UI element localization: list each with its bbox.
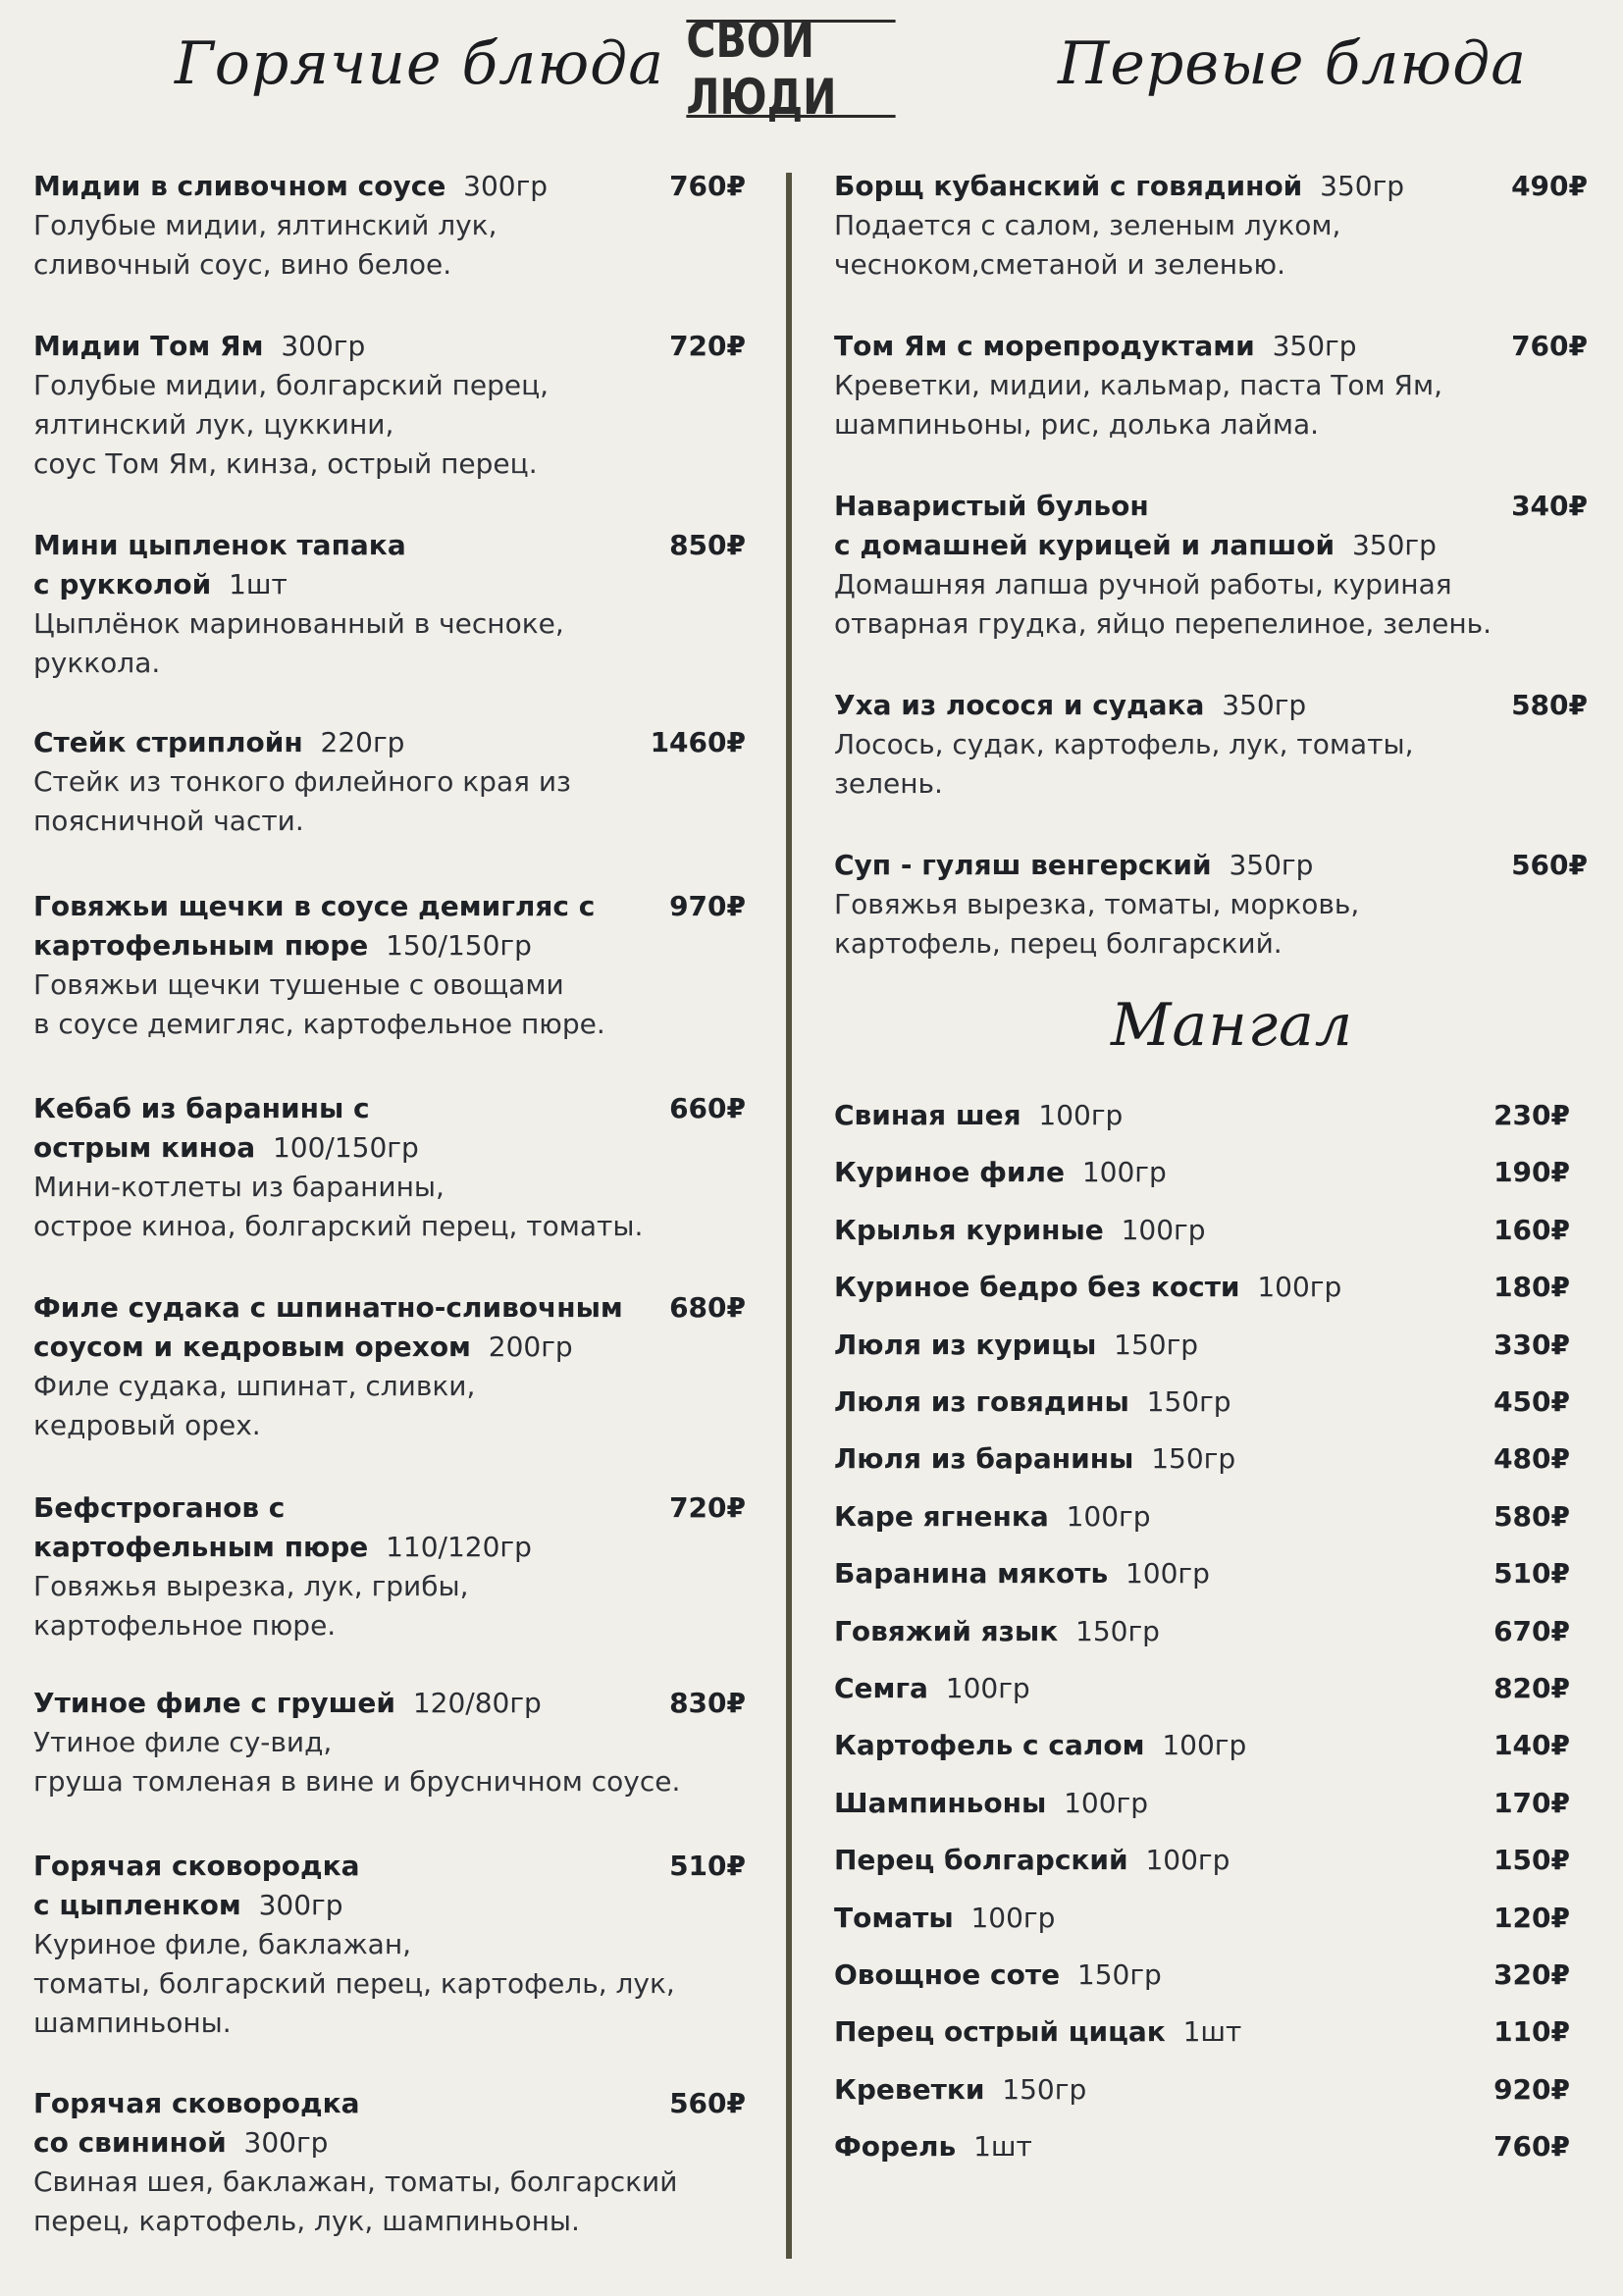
dish-weight: 300гр xyxy=(258,1889,343,1921)
grill-item-title xyxy=(834,1899,1055,1938)
dish-name: соусом и кедровым орехом xyxy=(33,1331,471,1363)
grill-item-title xyxy=(834,1612,1160,1651)
dish-weight: 350гр xyxy=(1272,330,1357,362)
dish-name: Мидии в сливочном соусе xyxy=(33,170,446,202)
dish-title xyxy=(33,167,746,206)
grill-item xyxy=(834,1956,1580,1995)
grill-item-weight: 100гр xyxy=(1064,1786,1149,1819)
dish-price: 680₽ xyxy=(669,1291,746,1324)
grill-item-price: 110₽ xyxy=(1493,2015,1570,2049)
dish-title xyxy=(834,167,1588,206)
grill-item xyxy=(834,1899,1580,1938)
dish-title xyxy=(33,723,746,762)
grill-item-title xyxy=(834,1383,1231,1422)
dish-price: 720₽ xyxy=(669,330,746,362)
grill-item xyxy=(834,1726,1580,1765)
dish-title xyxy=(33,1847,746,1925)
dish-name: с домашней курицей и лапшой xyxy=(834,529,1335,561)
grill-item xyxy=(834,1669,1580,1708)
dish-description: Куриное филе, баклажан, томаты, болгарский перец, картофель, лук, шампиньоны. xyxy=(33,1928,675,2039)
dish-name: с цыпленком xyxy=(33,1889,241,1921)
grill-item-price: 580₽ xyxy=(1493,1499,1570,1533)
dish-price: 560₽ xyxy=(669,2087,746,2119)
dish-description: Говяжьи щечки тушеные с овощами в соусе демигляс, картофельное пюре. xyxy=(33,968,605,1040)
dish-weight: 350гр xyxy=(1320,170,1405,202)
grill-item-name: Баранина мякоть xyxy=(834,1557,1109,1591)
grill-item-price: 670₽ xyxy=(1493,1614,1570,1647)
grill-item xyxy=(834,1383,1580,1422)
dish-price: 850₽ xyxy=(669,529,746,561)
grill-item-weight: 100гр xyxy=(1066,1499,1151,1533)
grill-item xyxy=(834,1554,1580,1593)
dish-name: Мидии Том Ям xyxy=(33,330,264,362)
dish-description: Утиное филе су-вид, груша томленая в вине и брусничном соусе. xyxy=(33,1726,681,1798)
grill-item-price: 180₽ xyxy=(1493,1271,1570,1304)
dish-price: 760₽ xyxy=(1511,330,1588,362)
restaurant-logo: СВОИ ЛЮДИ xyxy=(686,20,895,118)
grill-item-name: Перец болгарский xyxy=(834,1844,1128,1877)
grill-item xyxy=(834,1497,1580,1537)
dish-name: Говяжьи щечки в соусе демигляс с xyxy=(33,890,596,922)
dish-price: 720₽ xyxy=(669,1491,746,1524)
dish-description: Мини-котлеты из баранины, острое киноа, болгарский перец, томаты. xyxy=(33,1171,644,1242)
grill-item-price: 190₽ xyxy=(1493,1156,1570,1189)
grill-item-name: Томаты xyxy=(834,1901,954,1934)
grill-item-name: Картофель с салом xyxy=(834,1729,1145,1762)
dish-weight: 350гр xyxy=(1351,529,1437,561)
grill-item-weight: 100гр xyxy=(1257,1271,1342,1304)
grill-item-name: Куриное бедро без кости xyxy=(834,1271,1240,1304)
menu-item xyxy=(834,686,1588,804)
grill-item-title xyxy=(834,1669,1030,1708)
grill-item-weight: 100гр xyxy=(1125,1557,1210,1591)
grill-item-title xyxy=(834,1554,1210,1593)
grill-item xyxy=(834,2012,1580,2052)
menu-item xyxy=(834,846,1588,964)
dish-name: Наваристый бульон xyxy=(834,490,1149,522)
grill-item-price: 820₽ xyxy=(1493,1672,1570,1704)
grill-item-weight: 150гр xyxy=(1146,1385,1231,1418)
dish-title xyxy=(33,1684,746,1723)
dish-title xyxy=(33,1488,746,1567)
grill-item-title xyxy=(834,1211,1206,1250)
dish-weight: 220гр xyxy=(320,726,405,758)
dish-description: Свиная шея, баклажан, томаты, болгарский перец, картофель, лук, шампиньоны. xyxy=(33,2166,678,2237)
grill-item-title xyxy=(834,1153,1167,1192)
grill-item-name: Свиная шея xyxy=(834,1099,1021,1131)
dish-title xyxy=(834,686,1588,725)
dish-name: Утиное филе с грушей xyxy=(33,1687,396,1719)
column-divider xyxy=(786,173,792,2259)
dish-name: Борщ кубанский с говядиной xyxy=(834,170,1303,202)
grill-item-price: 330₽ xyxy=(1493,1328,1570,1361)
menu-item xyxy=(33,1089,746,1246)
grill-item xyxy=(834,1211,1580,1250)
grill-item-name: Каре ягненка xyxy=(834,1499,1049,1533)
menu-item xyxy=(33,1847,746,2043)
grill-item-name: Люля из баранины xyxy=(834,1442,1134,1476)
dish-weight: 200гр xyxy=(488,1331,573,1363)
grill-title: Мангал xyxy=(1111,991,1354,1060)
dish-price: 340₽ xyxy=(1511,490,1588,522)
dish-name: с рукколой xyxy=(33,568,212,600)
menu-item xyxy=(33,1684,746,1801)
menu-item xyxy=(33,327,746,484)
grill-item-name: Люля из говядины xyxy=(834,1385,1129,1418)
grill-item-name: Куриное филе xyxy=(834,1156,1066,1189)
dish-name: острым киноа xyxy=(33,1131,256,1164)
dish-title xyxy=(834,846,1588,885)
grill-item-price: 150₽ xyxy=(1493,1844,1570,1877)
dish-price: 490₽ xyxy=(1511,170,1588,202)
grill-item xyxy=(834,1841,1580,1880)
grill-item-weight: 150гр xyxy=(1002,2072,1087,2106)
grill-item-name: Семга xyxy=(834,1672,928,1704)
dish-weight: 100/150гр xyxy=(272,1131,419,1164)
dish-title xyxy=(33,1089,746,1168)
grill-item-weight: 150гр xyxy=(1151,1442,1236,1476)
dish-title xyxy=(33,887,746,965)
grill-item-title xyxy=(834,1841,1230,1880)
grill-item xyxy=(834,2070,1580,2110)
grill-item-title xyxy=(834,2127,1032,2166)
dish-weight: 1шт xyxy=(229,568,288,600)
grill-item-name: Перец острый цицак xyxy=(834,2015,1166,2049)
grill-item-price: 120₽ xyxy=(1493,1901,1570,1934)
grill-item-name: Говяжий язык xyxy=(834,1614,1059,1647)
dish-name: Мини цыпленок тапака xyxy=(33,529,406,561)
grill-item xyxy=(834,1153,1580,1192)
grill-item-title xyxy=(834,1096,1123,1135)
grill-item-title xyxy=(834,2070,1086,2110)
dish-description: Стейк из тонкого филейного края из поясничной части. xyxy=(33,765,571,837)
grill-item-weight: 1шт xyxy=(973,2130,1032,2164)
grill-item-price: 450₽ xyxy=(1493,1385,1570,1418)
dish-weight: 300гр xyxy=(463,170,549,202)
dish-title xyxy=(33,1288,746,1367)
grill-item-title xyxy=(834,1784,1148,1823)
dish-price: 1460₽ xyxy=(650,726,746,758)
dish-weight: 350гр xyxy=(1229,849,1314,881)
menu-item xyxy=(834,327,1588,444)
grill-item-title xyxy=(834,1326,1198,1365)
dish-title xyxy=(33,2084,746,2163)
grill-item-weight: 100гр xyxy=(970,1901,1056,1934)
dish-price: 510₽ xyxy=(669,1850,746,1882)
dish-title xyxy=(834,487,1588,565)
dish-description: Голубые мидии, болгарский перец, ялтинский лук, цуккини, соус Том Ям, кинза, острый перец. xyxy=(33,369,550,480)
dish-name: Кебаб из баранины с xyxy=(33,1092,370,1124)
menu-item xyxy=(33,887,746,1044)
grill-item-title xyxy=(834,1726,1246,1765)
hot-dishes-title: Горячие блюда xyxy=(175,29,664,98)
dish-name: Том Ям с морепродуктами xyxy=(834,330,1255,362)
grill-item xyxy=(834,1326,1580,1365)
menu-item xyxy=(33,723,746,841)
grill-item-name: Шампиньоны xyxy=(834,1786,1047,1819)
grill-item-name: Креветки xyxy=(834,2072,985,2106)
menu-item xyxy=(33,2084,746,2241)
dish-weight: 350гр xyxy=(1222,689,1307,721)
dish-name: картофельным пюре xyxy=(33,929,369,962)
dish-description: Подается с салом, зеленым луком, чесноком,сметаной и зеленью. xyxy=(834,209,1341,281)
menu-item xyxy=(834,167,1588,285)
grill-item-weight: 100гр xyxy=(1145,1844,1230,1877)
grill-item-price: 920₽ xyxy=(1493,2072,1570,2106)
grill-item-name: Люля из курицы xyxy=(834,1328,1097,1361)
grill-item-weight: 100гр xyxy=(1081,1156,1167,1189)
first-dishes-title: Первые блюда xyxy=(1058,29,1528,98)
grill-item-weight: 100гр xyxy=(1038,1099,1124,1131)
grill-item-title xyxy=(834,1497,1151,1537)
grill-item-price: 760₽ xyxy=(1493,2130,1570,2164)
grill-item-title xyxy=(834,1956,1162,1995)
grill-item-price: 480₽ xyxy=(1493,1442,1570,1476)
grill-item xyxy=(834,1612,1580,1651)
grill-item-name: Форель xyxy=(834,2130,957,2164)
grill-item-price: 140₽ xyxy=(1493,1729,1570,1762)
grill-item-weight: 1шт xyxy=(1182,2015,1242,2049)
grill-item-name: Крылья куриные xyxy=(834,1213,1104,1246)
dish-description: Говяжья вырезка, лук, грибы, картофельное пюре. xyxy=(33,1570,469,1642)
grill-item-price: 160₽ xyxy=(1493,1213,1570,1246)
grill-item-title xyxy=(834,1439,1235,1479)
grill-item xyxy=(834,1439,1580,1479)
dish-name: Стейк стриплойн xyxy=(33,726,303,758)
grill-item-weight: 150гр xyxy=(1114,1328,1199,1361)
grill-item xyxy=(834,1096,1580,1135)
grill-item-weight: 150гр xyxy=(1076,1958,1162,1991)
menu-item xyxy=(33,1288,746,1445)
dish-weight: 120/80гр xyxy=(412,1687,542,1719)
grill-item-price: 510₽ xyxy=(1493,1557,1570,1591)
menu-item xyxy=(33,526,746,683)
grill-item-weight: 100гр xyxy=(1162,1729,1247,1762)
grill-item-weight: 100гр xyxy=(1121,1213,1206,1246)
dish-description: Домашняя лапша ручной работы, куриная отварная грудка, яйцо перепелиное, зелень. xyxy=(834,568,1492,640)
dish-description: Говяжья вырезка, томаты, морковь, картофель, перец болгарский. xyxy=(834,888,1360,960)
dish-description: Лосось, судак, картофель, лук, томаты, зелень. xyxy=(834,728,1414,800)
dish-title xyxy=(834,327,1588,366)
dish-weight: 300гр xyxy=(243,2126,329,2159)
dish-price: 830₽ xyxy=(669,1687,746,1719)
grill-item-weight: 150гр xyxy=(1075,1614,1160,1647)
dish-price: 760₽ xyxy=(669,170,746,202)
dish-name: Филе судака с шпинатно-сливочным xyxy=(33,1291,623,1324)
dish-name: Бефстроганов с xyxy=(33,1491,286,1524)
grill-item xyxy=(834,1784,1580,1823)
grill-item-weight: 100гр xyxy=(945,1672,1030,1704)
dish-name: со свининой xyxy=(33,2126,227,2159)
dish-weight: 300гр xyxy=(281,330,366,362)
menu-item xyxy=(33,167,746,285)
dish-description: Цыплёнок маринованный в чесноке, руккола. xyxy=(33,607,564,679)
dish-name: Горячая сковородка xyxy=(33,1850,360,1882)
grill-item-title xyxy=(834,1268,1341,1307)
menu-item xyxy=(834,487,1588,644)
grill-item xyxy=(834,1268,1580,1307)
dish-description: Креветки, мидии, кальмар, паста Том Ям, шампиньоны, рис, долька лайма. xyxy=(834,369,1442,441)
dish-title xyxy=(33,526,746,604)
grill-item-price: 230₽ xyxy=(1493,1099,1570,1131)
grill-item-price: 170₽ xyxy=(1493,1786,1570,1819)
dish-name: Уха из лосося и судака xyxy=(834,689,1205,721)
dish-price: 560₽ xyxy=(1511,849,1588,881)
dish-price: 970₽ xyxy=(669,890,746,922)
dish-weight: 110/120гр xyxy=(386,1531,532,1563)
dish-weight: 150/150гр xyxy=(386,929,532,962)
dish-name: Суп - гуляш венгерский xyxy=(834,849,1212,881)
dish-name: картофельным пюре xyxy=(33,1531,369,1563)
grill-item-name: Овощное соте xyxy=(834,1958,1061,1991)
menu-item xyxy=(33,1488,746,1645)
dish-description: Филе судака, шпинат, сливки, кедровый орех. xyxy=(33,1370,476,1441)
dish-price: 660₽ xyxy=(669,1092,746,1124)
grill-item-price: 320₽ xyxy=(1493,1958,1570,1991)
grill-item xyxy=(834,2127,1580,2166)
grill-item-title xyxy=(834,2012,1241,2052)
dish-name: Горячая сковородка xyxy=(33,2087,360,2119)
dish-description: Голубые мидии, ялтинский лук, сливочный соус, вино белое. xyxy=(33,209,497,281)
dish-title xyxy=(33,327,746,366)
dish-price: 580₽ xyxy=(1511,689,1588,721)
